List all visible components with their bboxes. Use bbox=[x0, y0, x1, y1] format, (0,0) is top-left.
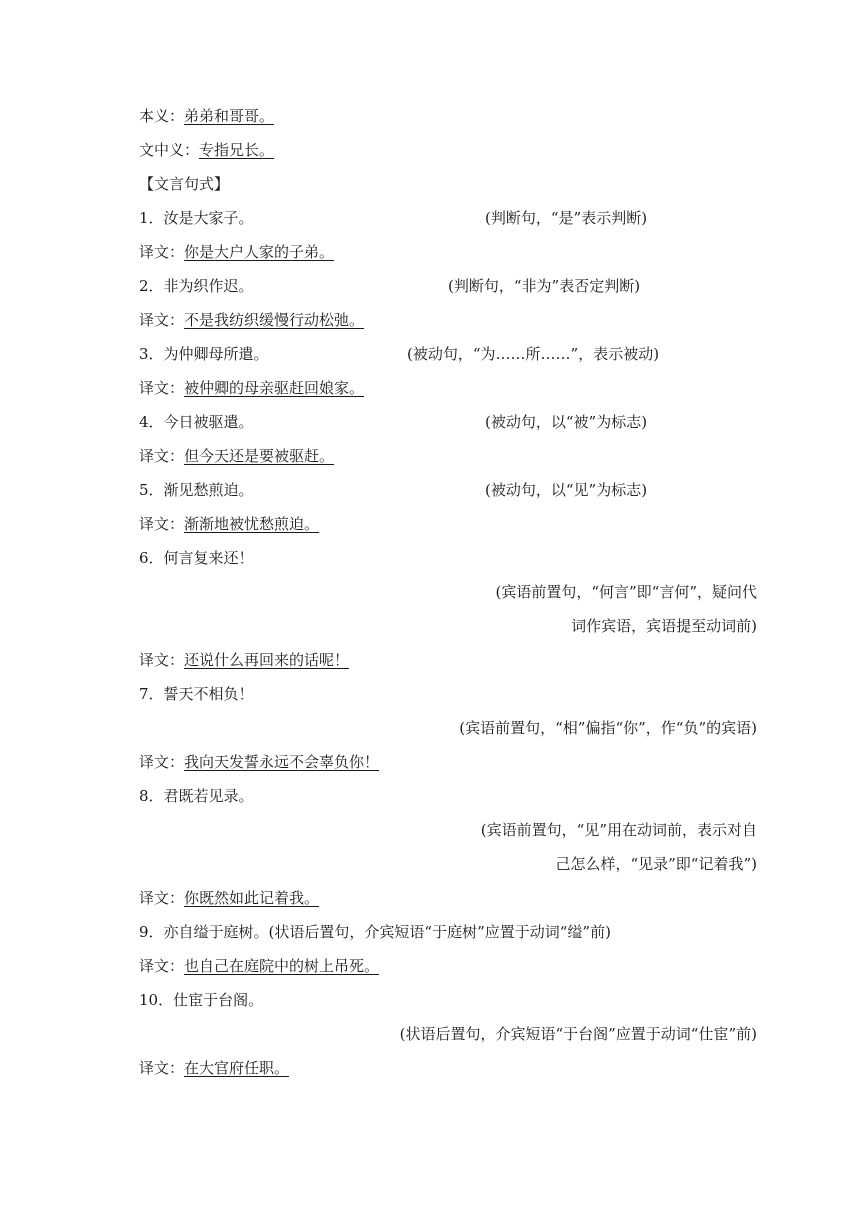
sentence-2: 2．非为织作迟。 bbox=[139, 277, 254, 295]
wenzhongyi-line bbox=[139, 140, 274, 160]
benyi-line bbox=[139, 106, 274, 126]
sentence-6: 6．何言复来还！ bbox=[139, 549, 254, 567]
sentence-1: 1．汝是大家子。 bbox=[139, 209, 254, 227]
translation-text: 也自己在庭院中的树上吊死。 bbox=[184, 957, 380, 975]
sentence-4: 4．今日被驱遣。 bbox=[139, 413, 254, 431]
section-title: 【文言句式】 bbox=[139, 175, 230, 193]
translation-label: 译文： bbox=[139, 1059, 185, 1077]
note-8-line2: 己怎么样，“见录”即“记着我”) bbox=[555, 855, 757, 873]
translation-text: 还说什么再回来的话呢！ bbox=[184, 651, 350, 669]
sentence-7: 7．誓天不相负！ bbox=[139, 685, 254, 703]
translation-7 bbox=[139, 752, 379, 772]
note-4: (被动句，以“被”为标志) bbox=[485, 413, 648, 431]
note-2: (判断句，“非为”表否定判断) bbox=[448, 277, 641, 295]
translation-text: 你是大户人家的子弟。 bbox=[184, 243, 335, 261]
sentence-3: 3．为仲卿母所遣。 bbox=[139, 345, 269, 363]
translation-text: 不是我纺织缓慢行动松弛。 bbox=[184, 311, 365, 329]
translation-label: 译文： bbox=[139, 753, 185, 771]
translation-label: 译文： bbox=[139, 651, 185, 669]
note-6-line1: (宾语前置句，“何言”即“言何”，疑问代 bbox=[495, 583, 757, 601]
translation-text: 被仲卿的母亲驱赶回娘家。 bbox=[184, 379, 365, 397]
note-6-line2: 词作宾语，宾语提至动词前) bbox=[571, 617, 757, 635]
translation-label: 译文： bbox=[139, 243, 185, 261]
translation-text: 我向天发誓永远不会辜负你！ bbox=[184, 753, 380, 771]
sentence-10: 10．仕宦于台阁。 bbox=[139, 991, 264, 1009]
translation-9 bbox=[139, 956, 379, 976]
translation-1 bbox=[139, 242, 334, 262]
note-8-line1: (宾语前置句，“见”用在动词前，表示对自 bbox=[480, 821, 757, 839]
translation-3 bbox=[139, 378, 364, 398]
translation-text: 渐渐地被忧愁煎迫。 bbox=[184, 515, 320, 533]
benyi-label: 本义： bbox=[139, 107, 185, 125]
note-7: (宾语前置句，“相”偏指“你”，作“负”的宾语) bbox=[459, 719, 757, 737]
translation-text: 在大官府任职。 bbox=[184, 1059, 290, 1077]
sentence-5: 5．渐见愁煎迫。 bbox=[139, 481, 254, 499]
wenzhongyi-label: 文中义： bbox=[139, 141, 200, 159]
sentence-9: 9．亦自缢于庭树。(状语后置句，介宾短语“于庭树”应置于动词“缢”前) bbox=[139, 923, 611, 941]
translation-label: 译文： bbox=[139, 515, 185, 533]
translation-6 bbox=[139, 650, 349, 670]
translation-label: 译文： bbox=[139, 889, 185, 907]
translation-10 bbox=[139, 1058, 289, 1078]
note-5: (被动句，以“见”为标志) bbox=[485, 481, 648, 499]
translation-8 bbox=[139, 888, 319, 908]
wenzhongyi-value: 专指兄长。 bbox=[199, 141, 275, 159]
translation-5 bbox=[139, 514, 319, 534]
translation-label: 译文： bbox=[139, 311, 185, 329]
translation-label: 译文： bbox=[139, 379, 185, 397]
benyi-value: 弟弟和哥哥。 bbox=[184, 107, 275, 125]
translation-2 bbox=[139, 310, 364, 330]
note-1: (判断句，“是”表示判断) bbox=[485, 209, 648, 227]
sentence-8: 8．君既若见录。 bbox=[139, 787, 254, 805]
translation-label: 译文： bbox=[139, 957, 185, 975]
translation-text: 但今天还是要被驱赶。 bbox=[184, 447, 335, 465]
note-3: (被动句，“为……所……”，表示被动) bbox=[407, 345, 660, 363]
translation-text: 你既然如此记着我。 bbox=[184, 889, 320, 907]
translation-4 bbox=[139, 446, 334, 466]
note-10: (状语后置句，介宾短语“于台阁”应置于动词“仕宦”前) bbox=[399, 1025, 757, 1043]
translation-label: 译文： bbox=[139, 447, 185, 465]
